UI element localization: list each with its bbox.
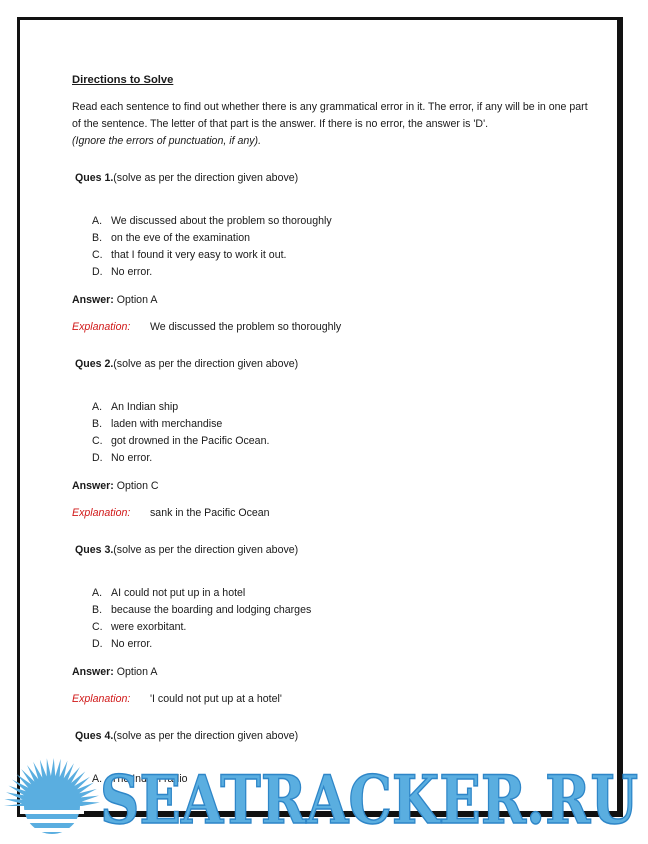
option-letter: C.	[92, 621, 103, 633]
option-item	[92, 399, 592, 416]
question-label: Ques 2.	[75, 358, 114, 370]
question-header	[72, 170, 592, 187]
question-header	[72, 728, 592, 745]
option-letter: A.	[92, 587, 103, 599]
document-content	[72, 72, 592, 788]
option-text: No error.	[111, 452, 153, 464]
option-list	[72, 399, 592, 467]
option-item	[92, 247, 592, 264]
option-text: got drowned in the Pacific Ocean.	[111, 435, 270, 447]
directions-note: (Ignore the errors of punctuation, if any).	[72, 135, 262, 147]
question-prompt: (solve as per the direction given above)	[113, 730, 299, 742]
answer-line	[72, 478, 592, 495]
question-block	[72, 542, 592, 708]
explanation-line	[72, 319, 592, 336]
explanation-text: 'I could not put up at a hotel'	[150, 693, 282, 705]
option-item	[92, 636, 592, 653]
directions-title: Directions to Solve	[72, 74, 174, 86]
explanation-label: Explanation:	[72, 693, 131, 705]
option-letter: B.	[92, 232, 103, 244]
option-text: No error.	[111, 638, 153, 650]
option-item	[92, 264, 592, 281]
option-text: The Indian radio	[111, 773, 188, 785]
explanation-label: Explanation:	[72, 321, 131, 333]
option-text: We discussed about the problem so thoroughly	[111, 215, 332, 227]
option-item	[92, 416, 592, 433]
option-text: laden with merchandise	[111, 418, 223, 430]
explanation-line	[72, 505, 592, 522]
question-prompt: (solve as per the direction given above)	[113, 172, 299, 184]
watermark-text: SEATRACKER.RU	[100, 761, 638, 839]
question-header	[72, 542, 592, 559]
sun-logo-icon	[4, 758, 100, 834]
option-item	[92, 450, 592, 467]
option-item	[92, 213, 592, 230]
option-letter: A.	[92, 773, 103, 785]
option-item	[92, 230, 592, 247]
option-text: No error.	[111, 266, 153, 278]
option-letter: D.	[92, 638, 103, 650]
option-item	[92, 602, 592, 619]
option-text: AI could not put up in a hotel	[111, 587, 246, 599]
question-label: Ques 3.	[75, 544, 114, 556]
explanation-text: sank in the Pacific Ocean	[150, 507, 270, 519]
explanation-line	[72, 691, 592, 708]
answer-label: Answer:	[72, 480, 114, 492]
option-list	[72, 585, 592, 653]
directions-body	[72, 99, 592, 150]
question-block	[72, 356, 592, 522]
option-letter: D.	[92, 266, 103, 278]
option-text: on the eve of the examination	[111, 232, 250, 244]
directions-text: Read each sentence to find out whether there is any grammatical error in it. The error, if any will be in one part of the sentence. The letter of that part is the answer. If there is no error, the answer is 'D'.	[72, 101, 588, 130]
option-letter: B.	[92, 604, 103, 616]
option-letter: A.	[92, 215, 103, 227]
question-label: Ques 1.	[75, 172, 114, 184]
question-label: Ques 4.	[75, 730, 114, 742]
answer-label: Answer:	[72, 666, 114, 678]
option-item	[92, 619, 592, 636]
answer-label: Answer:	[72, 294, 114, 306]
answer-value: Option A	[116, 666, 158, 678]
explanation-text: We discussed the problem so thoroughly	[150, 321, 342, 333]
explanation-label: Explanation:	[72, 507, 131, 519]
question-block	[72, 170, 592, 336]
question-prompt: (solve as per the direction given above)	[113, 544, 299, 556]
option-letter: C.	[92, 249, 103, 261]
answer-value: Option C	[116, 480, 159, 492]
option-item	[92, 433, 592, 450]
answer-line	[72, 664, 592, 681]
document-page	[17, 17, 623, 817]
seatracker-watermark	[0, 744, 648, 844]
option-list	[72, 213, 592, 281]
option-letter: B.	[92, 418, 103, 430]
option-letter: D.	[92, 452, 103, 464]
option-item	[92, 585, 592, 602]
option-text: were exorbitant.	[111, 621, 187, 633]
answer-value: Option A	[116, 294, 158, 306]
option-text: that I found it very easy to work it out.	[111, 249, 287, 261]
option-text: An Indian ship	[111, 401, 179, 413]
question-prompt: (solve as per the direction given above)	[113, 358, 299, 370]
question-header	[72, 356, 592, 373]
option-letter: C.	[92, 435, 103, 447]
option-text: because the boarding and lodging charges	[111, 604, 312, 616]
answer-line	[72, 292, 592, 309]
option-letter: A.	[92, 401, 103, 413]
question-list	[72, 170, 592, 788]
